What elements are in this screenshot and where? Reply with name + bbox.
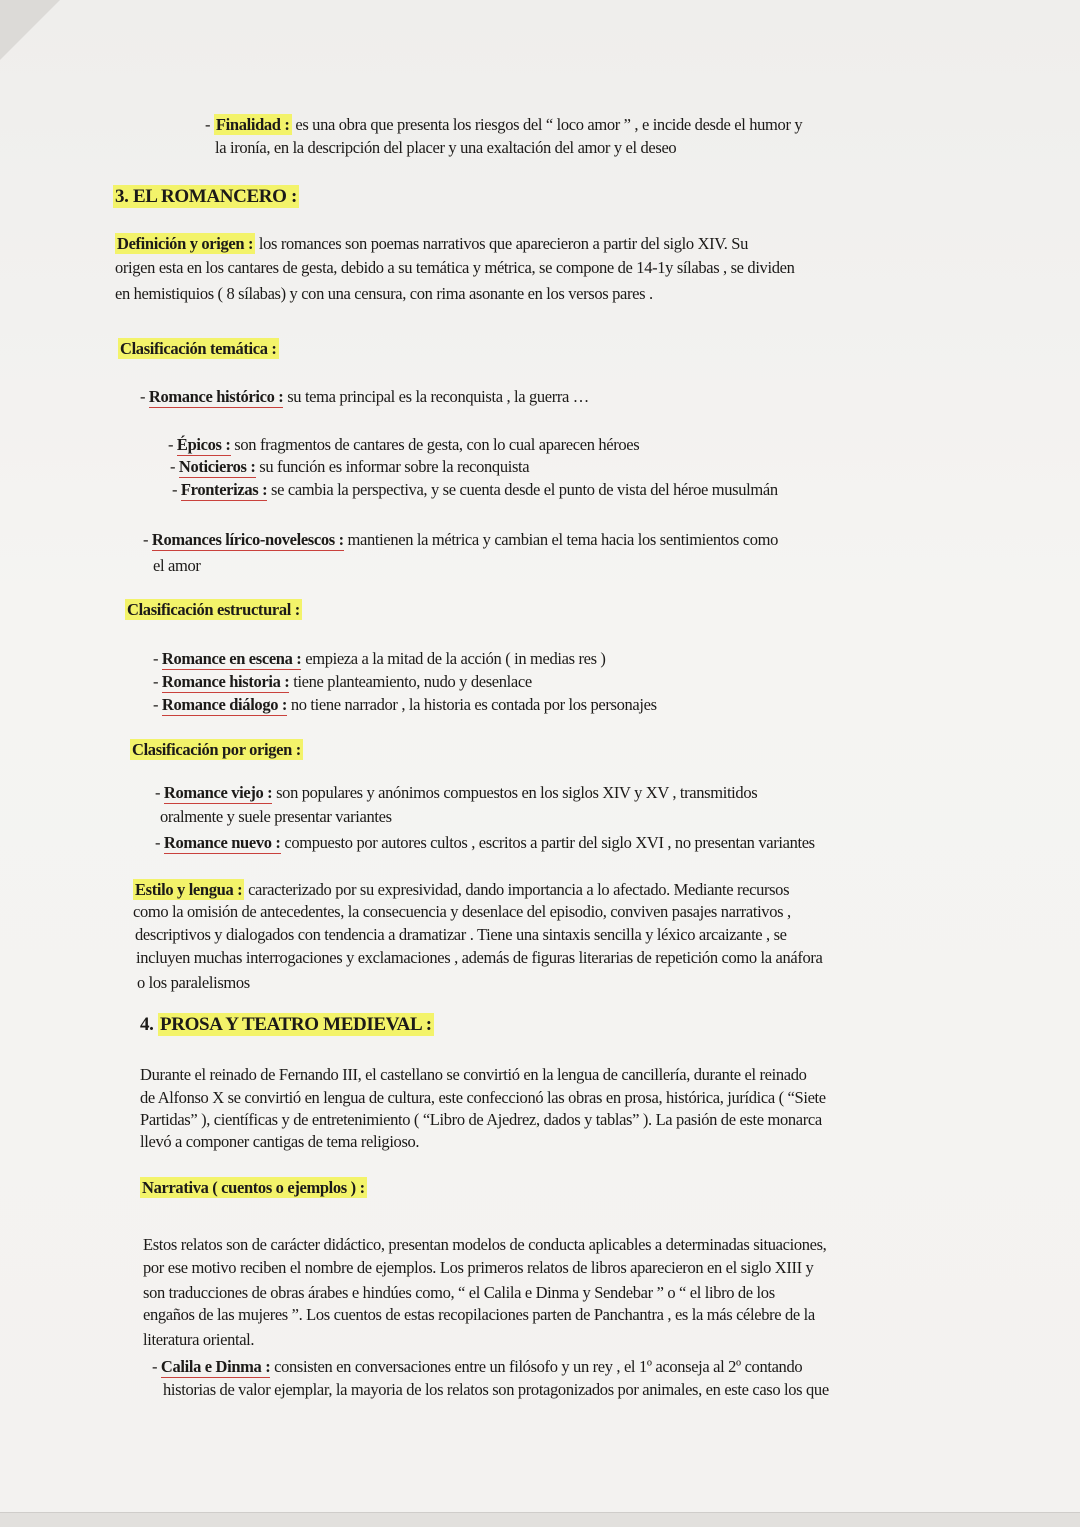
heading-text: Narrativa ( cuentos o ejemplos ) :	[142, 1178, 365, 1197]
page-bottom-edge	[0, 1512, 1080, 1527]
text: su tema principal es la reconquista , la guerra …	[287, 387, 589, 406]
term: Calila e Dinma :	[160, 1357, 271, 1376]
subheading-origen	[130, 739, 303, 761]
term: Romance nuevo :	[163, 833, 281, 852]
text-line: el amor	[153, 556, 201, 575]
text-line: historias de valor ejemplar, la mayoria de los relatos son protagonizados por animales, en este caso los que	[163, 1380, 829, 1399]
text-line: descriptivos y dialogados con tendencia a dramatizar . Tiene una sintaxis sencilla y léxico arcaizante , se	[135, 925, 787, 944]
text-line: engaños de las mujeres ”. Los cuentos de estas recopilaciones parten de Panchantra , es la más célebre de la	[143, 1305, 815, 1324]
text: su función es informar sobre la reconquista	[259, 457, 530, 476]
subheading-tematica	[118, 338, 279, 360]
text: mantienen la métrica y cambian el tema hacia los sentimientos como	[347, 530, 779, 549]
text-line: por ese motivo reciben el nombre de ejemplos. Los primeros relatos de libros aparecieron en el siglo XIII y	[143, 1258, 814, 1277]
section-heading-prosa	[140, 1014, 434, 1036]
text: se cambia la perspectiva, y se cuenta desde el punto de vista del héroe musulmán	[271, 480, 778, 499]
page-corner	[0, 0, 60, 60]
definicion-line	[115, 233, 748, 255]
finalidad-line: - Finalidad : es una obra que presenta los riesgos del “ loco amor ” , e incide desde el humor y	[205, 115, 803, 134]
text-line: en hemistiquios ( 8 sílabas) y con una censura, con rima asonante en los versos pares .	[115, 284, 653, 303]
term: Fronterizas :	[180, 480, 268, 499]
subheading-estructural	[125, 599, 302, 621]
estilo-line	[133, 879, 789, 901]
section-number: 4.	[140, 1014, 154, 1035]
list-item: - Romance historia : tiene planteamiento, nudo y desenlace	[153, 672, 532, 691]
text-line: llevó a componer cantigas de tema religioso.	[140, 1132, 420, 1151]
term: Noticieros :	[178, 457, 256, 476]
list-item: - Romance viejo : son populares y anónimos compuestos en los siglos XIV y XV , transmitidos	[155, 783, 758, 802]
text-line: oralmente y suele presentar variantes	[160, 807, 392, 826]
term-estilo: Estilo y lengua :	[135, 880, 243, 899]
heading-text: Clasificación temática :	[120, 339, 277, 358]
list-item: - Romance diálogo : no tiene narrador , la historia es contada por los personajes	[153, 695, 657, 714]
list-item: - Romances lírico-novelescos : mantienen la métrica y cambian el tema hacia los sentimientos como	[143, 530, 779, 549]
text: caracterizado por su expresividad, dando importancia a lo afectado. Mediante recursos	[248, 880, 790, 899]
term-finalidad: Finalidad :	[215, 115, 290, 134]
text-line: Estos relatos son de carácter didáctico, presentan modelos de conducta aplicables a determinadas situaciones,	[143, 1235, 827, 1254]
term: Romance viejo :	[163, 783, 273, 802]
text: compuesto por autores cultos , escritos a partir del siglo XVI , no presentan variantes	[284, 833, 815, 852]
text: no tiene narrador , la historia es contada por los personajes	[290, 695, 657, 714]
text-line: Durante el reinado de Fernando III, el castellano se convirtió en la lengua de cancillería, durante el reinado	[140, 1065, 807, 1084]
term: Romance diálogo :	[161, 695, 288, 714]
text: empieza a la mitad de la acción ( in medias res )	[305, 649, 606, 668]
text-line: origen esta en los cantares de gesta, debido a su temática y métrica, se compone de 14-1y sílabas , se dividen	[115, 258, 795, 277]
heading-text: Clasificación por origen :	[132, 740, 301, 759]
term: Romance historia :	[161, 672, 290, 691]
list-item: - Épicos : son fragmentos de cantares de gesta, con lo cual aparecen héroes	[168, 435, 640, 454]
heading-text: Clasificación estructural :	[127, 600, 300, 619]
text-line: como la omisión de antecedentes, la consecuencia y desenlace del episodio, conviven pasajes narrativos ,	[133, 902, 791, 921]
list-item: - Romance nuevo : compuesto por autores cultos , escritos a partir del siglo XVI , no presentan variantes	[155, 833, 815, 852]
term: Épicos :	[176, 435, 231, 454]
text: tiene planteamiento, nudo y desenlace	[293, 672, 532, 691]
text-line: Partidas” ), científicas y de entretenimiento ( “Libro de Ajedrez, dados y tablas” ). La pasión de este monarca	[140, 1110, 822, 1129]
text-line: de Alfonso X se convirtió en lengua de cultura, este confeccionó las obras en prosa, histórica, jurídica ( “Siete	[140, 1088, 826, 1107]
text-line: incluyen muchas interrogaciones y exclamaciones , además de figuras literarias de repetición como la anáfora	[136, 948, 823, 967]
list-item: - Calila e Dinma : consisten en conversaciones entre un filósofo y un rey , el 1º aconseja al 2º contando	[152, 1357, 803, 1376]
text: es una obra que presenta los riesgos del “ loco amor ” , e incide desde el humor y	[295, 115, 803, 134]
text: son fragmentos de cantares de gesta, con lo cual aparecen héroes	[234, 435, 640, 454]
heading-text: PROSA Y TEATRO MEDIEVAL :	[159, 1014, 432, 1035]
term: Romance en escena :	[161, 649, 302, 668]
text: consisten en conversaciones entre un filósofo y un rey , el 1º aconseja al 2º contando	[274, 1357, 803, 1376]
text-line: la ironía, en la descripción del placer y una exaltación del amor y el deseo	[215, 138, 677, 157]
text-line: literatura oriental.	[143, 1330, 255, 1349]
heading-text: 3. EL ROMANCERO :	[115, 186, 297, 207]
text: los romances son poemas narrativos que aparecieron a partir del siglo XIV. Su	[258, 234, 749, 253]
list-item: - Fronterizas : se cambia la perspectiva, y se cuenta desde el punto de vista del héroe musulmán	[172, 480, 778, 499]
subheading-narrativa	[140, 1177, 367, 1199]
term-definicion: Definición y origen :	[117, 234, 254, 253]
list-item: - Romance en escena : empieza a la mitad de la acción ( in medias res )	[153, 649, 606, 668]
text: son populares y anónimos compuestos en los siglos XIV y XV , transmitidos	[276, 783, 758, 802]
list-item: - Noticieros : su función es informar sobre la reconquista	[170, 457, 530, 476]
text-line: son traducciones de obras árabes e hindúes como, “ el Calila e Dinma y Sendebar ” o “ el libro de los	[143, 1283, 775, 1302]
list-item: - Romance histórico : su tema principal es la reconquista , la guerra …	[140, 387, 589, 406]
term: Romance histórico :	[148, 387, 284, 406]
section-heading-romancero	[113, 186, 299, 208]
text-line: o los paralelismos	[137, 973, 250, 992]
term: Romances lírico-novelescos :	[151, 530, 344, 549]
